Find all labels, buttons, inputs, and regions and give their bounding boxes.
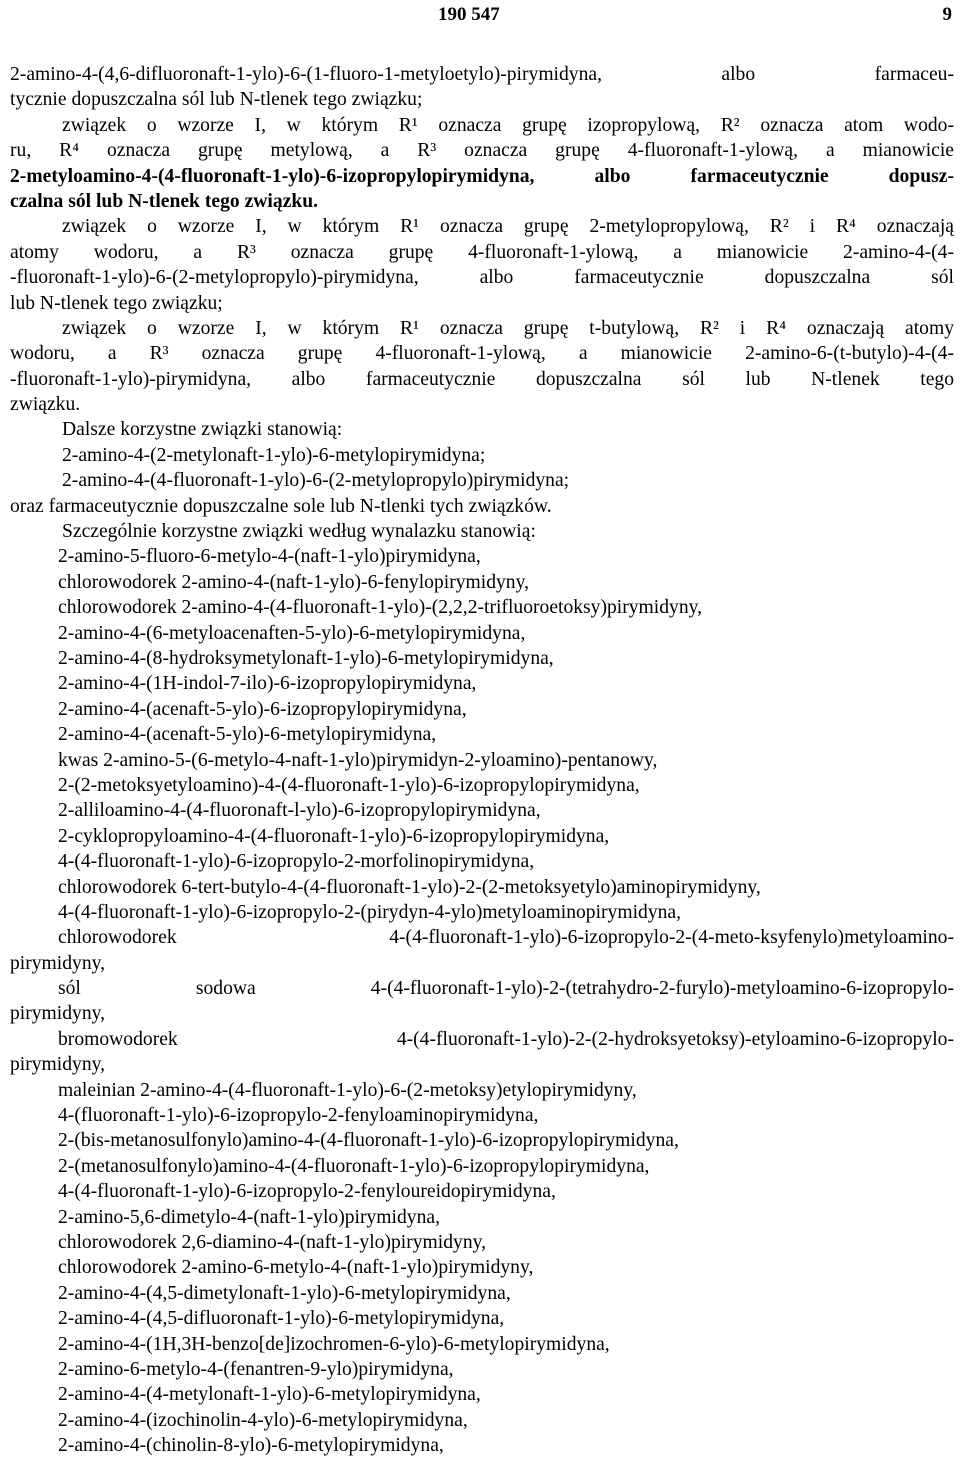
text-line: pirymidyny, bbox=[10, 1003, 106, 1025]
text-line: 2-amino-5-fluoro-6-metylo-4-(naft-1-ylo)pirymidyna, bbox=[58, 546, 481, 568]
text-line: Szczególnie korzystne związki według wynalazku stanowią: bbox=[62, 521, 536, 543]
text-line: 4-(4-fluoronaft-1-ylo)-6-izopropylo-2-(pirydyn-4-ylo)metyloaminopirymidyna, bbox=[58, 901, 682, 923]
text-line: 2-(metanosulfonylo)amino-4-(4-fluoronaft-1-ylo)-6-izopropylopirymidyna, bbox=[58, 1155, 650, 1177]
text-line: pirymidyny, bbox=[10, 952, 106, 974]
text-line: 2-amino-4-(6-metyloacenaften-5-ylo)-6-metylopirymidyna, bbox=[58, 622, 526, 644]
text-line: 2-(bis-metanosulfonylo)amino-4-(4-fluoronaft-1-ylo)-6-izopropylopirymidyna, bbox=[58, 1130, 679, 1152]
text-line: atomy wodoru, a R³ oznacza grupę 4-fluoronaft-1-ylową, a mianowicie 2-amino-4-(4- bbox=[10, 241, 954, 263]
text-line: 2-cyklopropyloamino-4-(4-fluoronaft-1-ylo)-6-izopropylopirymidyna, bbox=[58, 825, 610, 847]
text-line: 2-metyloamino-4-(4-fluoronaft-1-ylo)-6-izopropylopirymidyna, albo farmaceutycznie dopusz- bbox=[10, 165, 954, 187]
text-line: 2-amino-4-(1H-indol-7-ilo)-6-izopropylopirymidyna, bbox=[58, 673, 477, 695]
text-line: 2-amino-4-(4,5-dimetylonaft-1-ylo)-6-metylopirymidyna, bbox=[58, 1282, 511, 1304]
text-line: chlorowodorek 4-(4-fluoronaft-1-ylo)-6-izopropylo-2-(4-meto-ksyfenylo)metyloamino- bbox=[58, 927, 954, 949]
text-line: 2-amino-4-(8-hydroksymetylonaft-1-ylo)-6-metylopirymidyna, bbox=[58, 647, 554, 669]
text-line: 2-amino-4-(1H,3H-benzo[de]izochromen-6-ylo)-6-metylopirymidyna, bbox=[58, 1333, 610, 1355]
text-line: 2-(2-metoksyetyloamino)-4-(4-fluoronaft-1-ylo)-6-izopropylopirymidyna, bbox=[58, 774, 640, 796]
text-line: 2-amino-4-(2-metylonaft-1-ylo)-6-metylopirymidyna; bbox=[62, 444, 486, 466]
text-line: 4-(fluoronaft-1-ylo)-6-izopropylo-2-fenyloaminopirymidyna, bbox=[58, 1105, 539, 1127]
text-line: chlorowodorek 2-amino-4-(4-fluoronaft-1-ylo)-(2,2,2-trifluoroetoksy)pirymidyny, bbox=[58, 597, 703, 619]
text-line: kwas 2-amino-5-(6-metylo-4-naft-1-ylo)pirymidyn-2-yloamino)-pentanowy, bbox=[58, 749, 658, 771]
text-line: chlorowodorek 6-tert-butylo-4-(4-fluoronaft-1-ylo)-2-(2-metoksyetylo)aminopirymidyny, bbox=[58, 876, 761, 898]
text-line: 2-amino-4-(izochinolin-4-ylo)-6-metylopirymidyna, bbox=[58, 1409, 468, 1431]
text-line: tycznie dopuszczalna sól lub N-tlenek tego związku; bbox=[10, 89, 423, 111]
text-line: 2-amino-4-(4,6-difluoronaft-1-ylo)-6-(1-fluoro-1-metyloetylo)-pirymidyna, albo farmaceu- bbox=[10, 64, 954, 85]
page-header bbox=[0, 0, 960, 30]
text-line: Dalsze korzystne związki stanowią: bbox=[62, 419, 343, 441]
text-line: maleinian 2-amino-4-(4-fluoronaft-1-ylo)-6-(2-metoksy)etylopirymidyny, bbox=[58, 1079, 637, 1101]
text-line: ru, R⁴ oznacza grupę metylową, a R³ oznacza grupę 4-fluoronaft-1-ylową, a mianowicie bbox=[10, 140, 954, 162]
text-line: związek o wzorze I, w którym R¹ oznacza grupę t-butylową, R² i R⁴ oznaczają atomy bbox=[62, 317, 954, 339]
text-line: sól sodowa 4-(4-fluoronaft-1-ylo)-2-(tetrahydro-2-furylo)-metyloamino-6-izopropylo- bbox=[58, 978, 954, 1000]
text-line: chlorowodorek 2-amino-4-(naft-1-ylo)-6-fenylopirymidyny, bbox=[58, 571, 530, 593]
text-line: 2-amino-4-(4-fluoronaft-1-ylo)-6-(2-metylopropylo)pirymidyna; bbox=[62, 470, 570, 492]
text-line: chlorowodorek 2,6-diamino-4-(naft-1-ylo)pirymidyny, bbox=[58, 1231, 487, 1253]
text-line: 2-amino-4-(acenaft-5-ylo)-6-izopropylopirymidyna, bbox=[58, 698, 467, 720]
text-line: lub N-tlenek tego związku; bbox=[10, 292, 223, 314]
text-line: pirymidyny, bbox=[10, 1054, 106, 1076]
text-line: czalna sól lub N-tlenek tego związku. bbox=[10, 190, 319, 212]
text-line: 4-(4-fluoronaft-1-ylo)-6-izopropylo-2-morfolinopirymidyna, bbox=[58, 851, 535, 873]
document-body bbox=[10, 62, 954, 1458]
text-line: 2-amino-4-(chinolin-8-ylo)-6-metylopirymidyna, bbox=[58, 1435, 444, 1457]
text-line: 2-amino-5,6-dimetylo-4-(naft-1-ylo)pirymidyna, bbox=[58, 1206, 440, 1228]
text-line: oraz farmaceutycznie dopuszczalne sole lub N-tlenki tych związków. bbox=[10, 495, 552, 517]
text-line: wodoru, a R³ oznacza grupę 4-fluoronaft-1-ylową, a mianowicie 2-amino-6-(t-butylo)-4-(4- bbox=[10, 343, 954, 365]
text-line: związku. bbox=[10, 394, 81, 416]
text-line: 2-amino-6-metylo-4-(fenantren-9-ylo)pirymidyna, bbox=[58, 1358, 454, 1380]
text-line: chlorowodorek 2-amino-6-metylo-4-(naft-1-ylo)pirymidyny, bbox=[58, 1257, 534, 1279]
text-line: -fluoronaft-1-ylo)-pirymidyna, albo farmaceutycznie dopuszczalna sól lub N-tlenek tego bbox=[10, 368, 954, 390]
text-line: związek o wzorze I, w którym R¹ oznacza grupę 2-metylopropylową, R² i R⁴ oznaczają bbox=[62, 216, 954, 238]
page-number: 9 bbox=[942, 4, 952, 25]
text-line: 2-amino-4-(4-metylonaft-1-ylo)-6-metylopirymidyna, bbox=[58, 1384, 481, 1406]
text-line: bromowodorek 4-(4-fluoronaft-1-ylo)-2-(2-hydroksyetoksy)-etyloamino-6-izopropylo- bbox=[58, 1028, 954, 1050]
text-line: -fluoronaft-1-ylo)-6-(2-metylopropylo)-pirymidyna, albo farmaceutycznie dopuszczalna sól bbox=[10, 267, 954, 289]
patent-number: 190 547 bbox=[438, 4, 500, 25]
text-line: 2-amino-4-(4,5-difluoronaft-1-ylo)-6-metylopirymidyna, bbox=[58, 1308, 505, 1330]
text-line: 2-amino-4-(acenaft-5-ylo)-6-metylopirymidyna, bbox=[58, 724, 437, 746]
text-line: związek o wzorze I, w którym R¹ oznacza grupę izopropylową, R² oznacza atom wodo- bbox=[62, 114, 954, 136]
text-line: 4-(4-fluoronaft-1-ylo)-6-izopropylo-2-fenyloureidopirymidyna, bbox=[58, 1181, 556, 1203]
text-line: 2-alliloamino-4-(4-fluoronaft-l-ylo)-6-izopropylopirymidyna, bbox=[58, 800, 541, 822]
